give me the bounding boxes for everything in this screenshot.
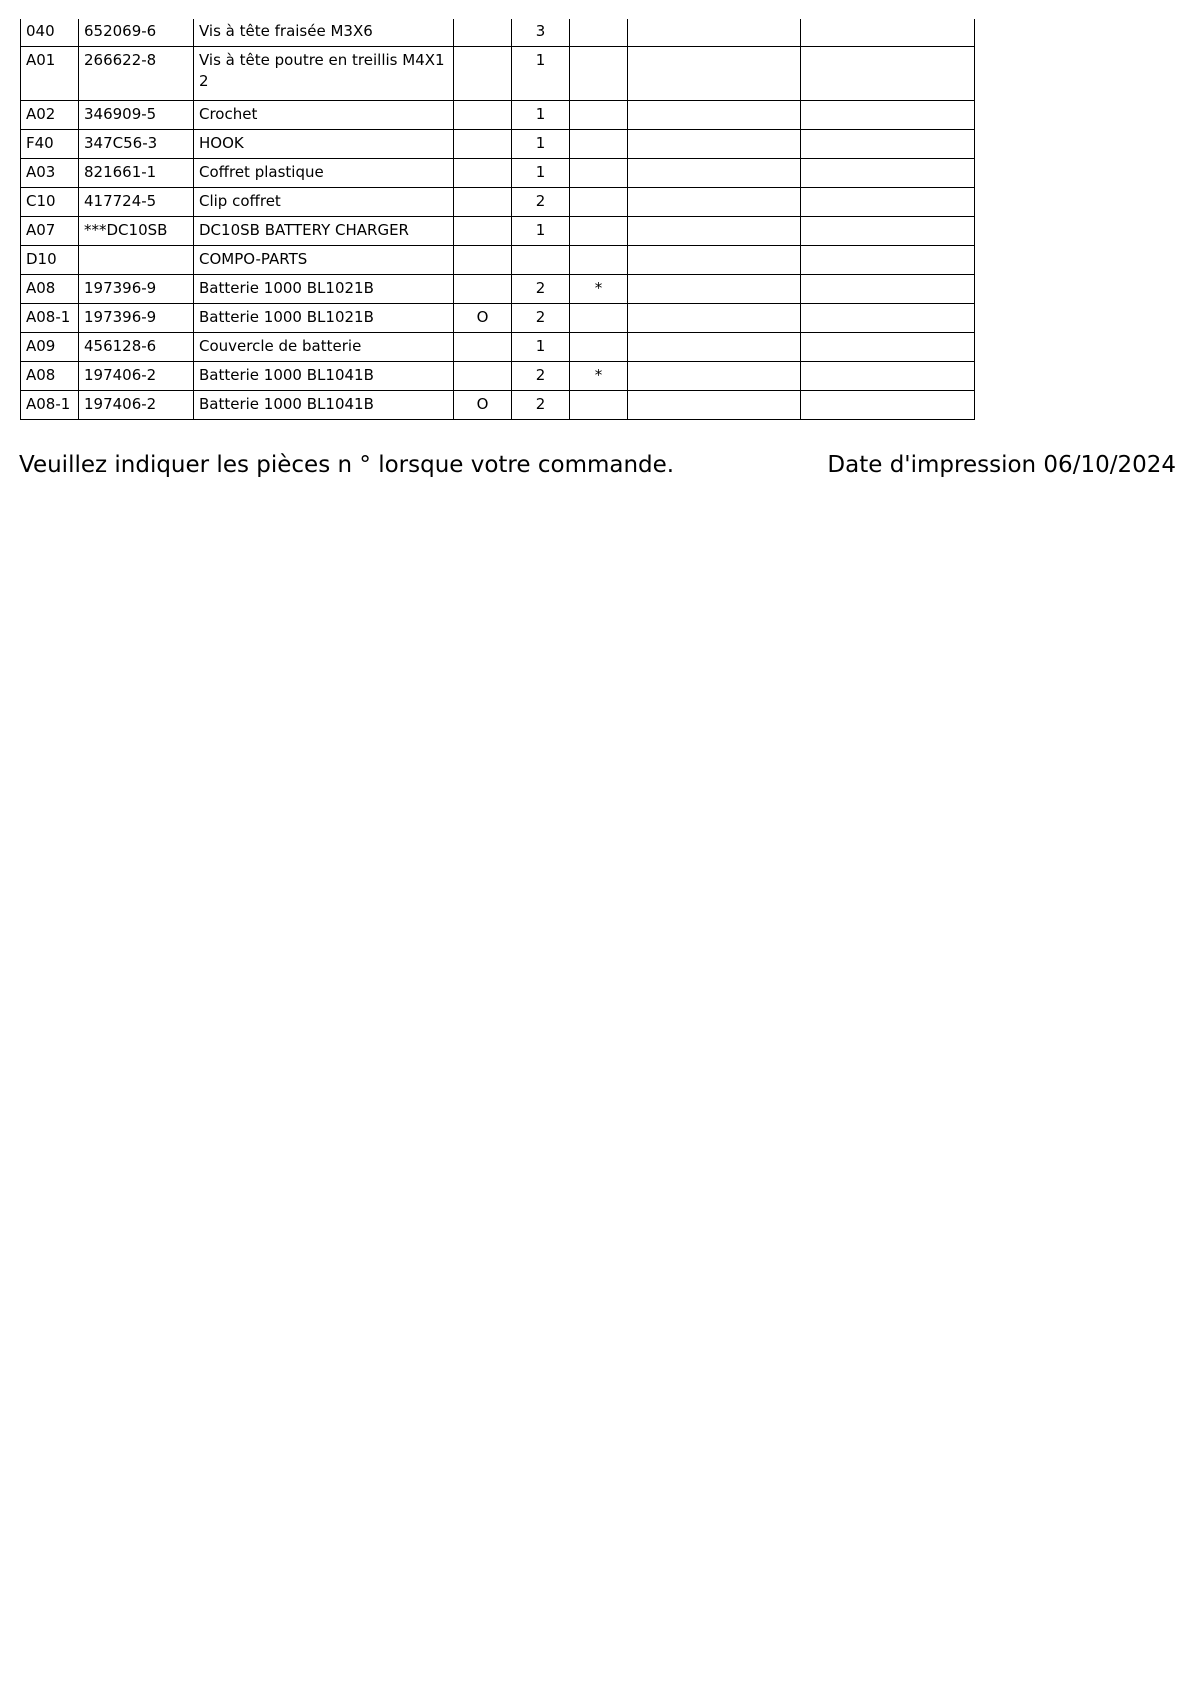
- quantity-cell: 3: [512, 19, 570, 46]
- quantity-cell: 2: [512, 274, 570, 303]
- table-row: [21, 390, 975, 419]
- table-row: [21, 361, 975, 390]
- ref-cell: 040: [21, 19, 79, 46]
- mark-cell: [454, 19, 512, 46]
- empty-cell: [628, 158, 801, 187]
- empty-cell: [628, 361, 801, 390]
- empty-cell: [801, 46, 975, 100]
- parts-table-body: [21, 19, 975, 419]
- empty-cell: [801, 187, 975, 216]
- empty-cell: [801, 100, 975, 129]
- part-number-cell: 197396-9: [79, 303, 194, 332]
- mark-cell: [454, 332, 512, 361]
- part-number-cell: 652069-6: [79, 19, 194, 46]
- empty-cell: [801, 245, 975, 274]
- empty-cell: [801, 390, 975, 419]
- ref-cell: A02: [21, 100, 79, 129]
- part-number-cell: 821661-1: [79, 158, 194, 187]
- print-date: Date d'impression 06/10/2024: [827, 452, 1176, 478]
- note-cell: [570, 332, 628, 361]
- quantity-cell: [512, 245, 570, 274]
- table-row: [21, 245, 975, 274]
- part-number-cell: 456128-6: [79, 332, 194, 361]
- mark-cell: [454, 216, 512, 245]
- empty-cell: [801, 274, 975, 303]
- table-row: [21, 46, 975, 100]
- table-row: [21, 332, 975, 361]
- description-cell: COMPO-PARTS: [194, 245, 454, 274]
- empty-cell: [628, 19, 801, 46]
- order-instruction-note: Veuillez indiquer les pièces n ° lorsque votre commande.: [19, 452, 675, 478]
- quantity-cell: 1: [512, 46, 570, 100]
- description-cell: Coffret plastique: [194, 158, 454, 187]
- table-row: [21, 158, 975, 187]
- mark-cell: [454, 274, 512, 303]
- empty-cell: [801, 303, 975, 332]
- note-cell: *: [570, 361, 628, 390]
- empty-cell: [628, 390, 801, 419]
- description-cell: Vis à tête fraisée M3X6: [194, 19, 454, 46]
- mark-cell: [454, 187, 512, 216]
- table-row: [21, 303, 975, 332]
- description-cell: HOOK: [194, 129, 454, 158]
- description-cell: Batterie 1000 BL1021B: [194, 303, 454, 332]
- note-cell: [570, 245, 628, 274]
- empty-cell: [628, 216, 801, 245]
- note-cell: [570, 158, 628, 187]
- description-cell: Clip coffret: [194, 187, 454, 216]
- part-number-cell: ***DC10SB: [79, 216, 194, 245]
- mark-cell: [454, 245, 512, 274]
- empty-cell: [801, 129, 975, 158]
- empty-cell: [801, 216, 975, 245]
- quantity-cell: 1: [512, 100, 570, 129]
- part-number-cell: 197406-2: [79, 361, 194, 390]
- mark-cell: [454, 158, 512, 187]
- mark-cell: [454, 46, 512, 100]
- ref-cell: A09: [21, 332, 79, 361]
- note-cell: [570, 216, 628, 245]
- part-number-cell: 417724-5: [79, 187, 194, 216]
- note-cell: [570, 187, 628, 216]
- empty-cell: [801, 19, 975, 46]
- part-number-cell: 266622-8: [79, 46, 194, 100]
- part-number-cell: 347C56-3: [79, 129, 194, 158]
- note-cell: [570, 19, 628, 46]
- note-cell: [570, 129, 628, 158]
- note-cell: [570, 390, 628, 419]
- description-cell: Batterie 1000 BL1041B: [194, 390, 454, 419]
- note-cell: *: [570, 274, 628, 303]
- quantity-cell: 2: [512, 303, 570, 332]
- mark-cell: O: [454, 390, 512, 419]
- description-cell: Batterie 1000 BL1041B: [194, 361, 454, 390]
- note-cell: [570, 100, 628, 129]
- parts-table: [20, 19, 975, 420]
- ref-cell: F40: [21, 129, 79, 158]
- description-cell: DC10SB BATTERY CHARGER: [194, 216, 454, 245]
- empty-cell: [801, 361, 975, 390]
- empty-cell: [628, 274, 801, 303]
- quantity-cell: 1: [512, 158, 570, 187]
- quantity-cell: 1: [512, 129, 570, 158]
- table-row: [21, 216, 975, 245]
- ref-cell: A08: [21, 361, 79, 390]
- mark-cell: [454, 361, 512, 390]
- description-cell: Vis à tête poutre en treillis M4X12: [194, 46, 454, 100]
- table-row: [21, 100, 975, 129]
- quantity-cell: 1: [512, 332, 570, 361]
- quantity-cell: 2: [512, 187, 570, 216]
- note-cell: [570, 46, 628, 100]
- empty-cell: [628, 187, 801, 216]
- description-cell: Couvercle de batterie: [194, 332, 454, 361]
- empty-cell: [628, 303, 801, 332]
- table-row: [21, 187, 975, 216]
- empty-cell: [628, 245, 801, 274]
- quantity-cell: 2: [512, 390, 570, 419]
- ref-cell: A03: [21, 158, 79, 187]
- mark-cell: O: [454, 303, 512, 332]
- empty-cell: [628, 129, 801, 158]
- ref-cell: A08-1: [21, 303, 79, 332]
- mark-cell: [454, 129, 512, 158]
- empty-cell: [628, 46, 801, 100]
- ref-cell: A07: [21, 216, 79, 245]
- table-row: [21, 129, 975, 158]
- empty-cell: [801, 158, 975, 187]
- ref-cell: D10: [21, 245, 79, 274]
- part-number-cell: 346909-5: [79, 100, 194, 129]
- part-number-cell: 197396-9: [79, 274, 194, 303]
- quantity-cell: 2: [512, 361, 570, 390]
- empty-cell: [628, 100, 801, 129]
- part-number-cell: 197406-2: [79, 390, 194, 419]
- description-cell: Crochet: [194, 100, 454, 129]
- description-cell: Batterie 1000 BL1021B: [194, 274, 454, 303]
- ref-cell: A08-1: [21, 390, 79, 419]
- empty-cell: [628, 332, 801, 361]
- table-row: [21, 19, 975, 46]
- ref-cell: A01: [21, 46, 79, 100]
- ref-cell: C10: [21, 187, 79, 216]
- empty-cell: [801, 332, 975, 361]
- ref-cell: A08: [21, 274, 79, 303]
- note-cell: [570, 303, 628, 332]
- quantity-cell: 1: [512, 216, 570, 245]
- mark-cell: [454, 100, 512, 129]
- part-number-cell: [79, 245, 194, 274]
- table-row: [21, 274, 975, 303]
